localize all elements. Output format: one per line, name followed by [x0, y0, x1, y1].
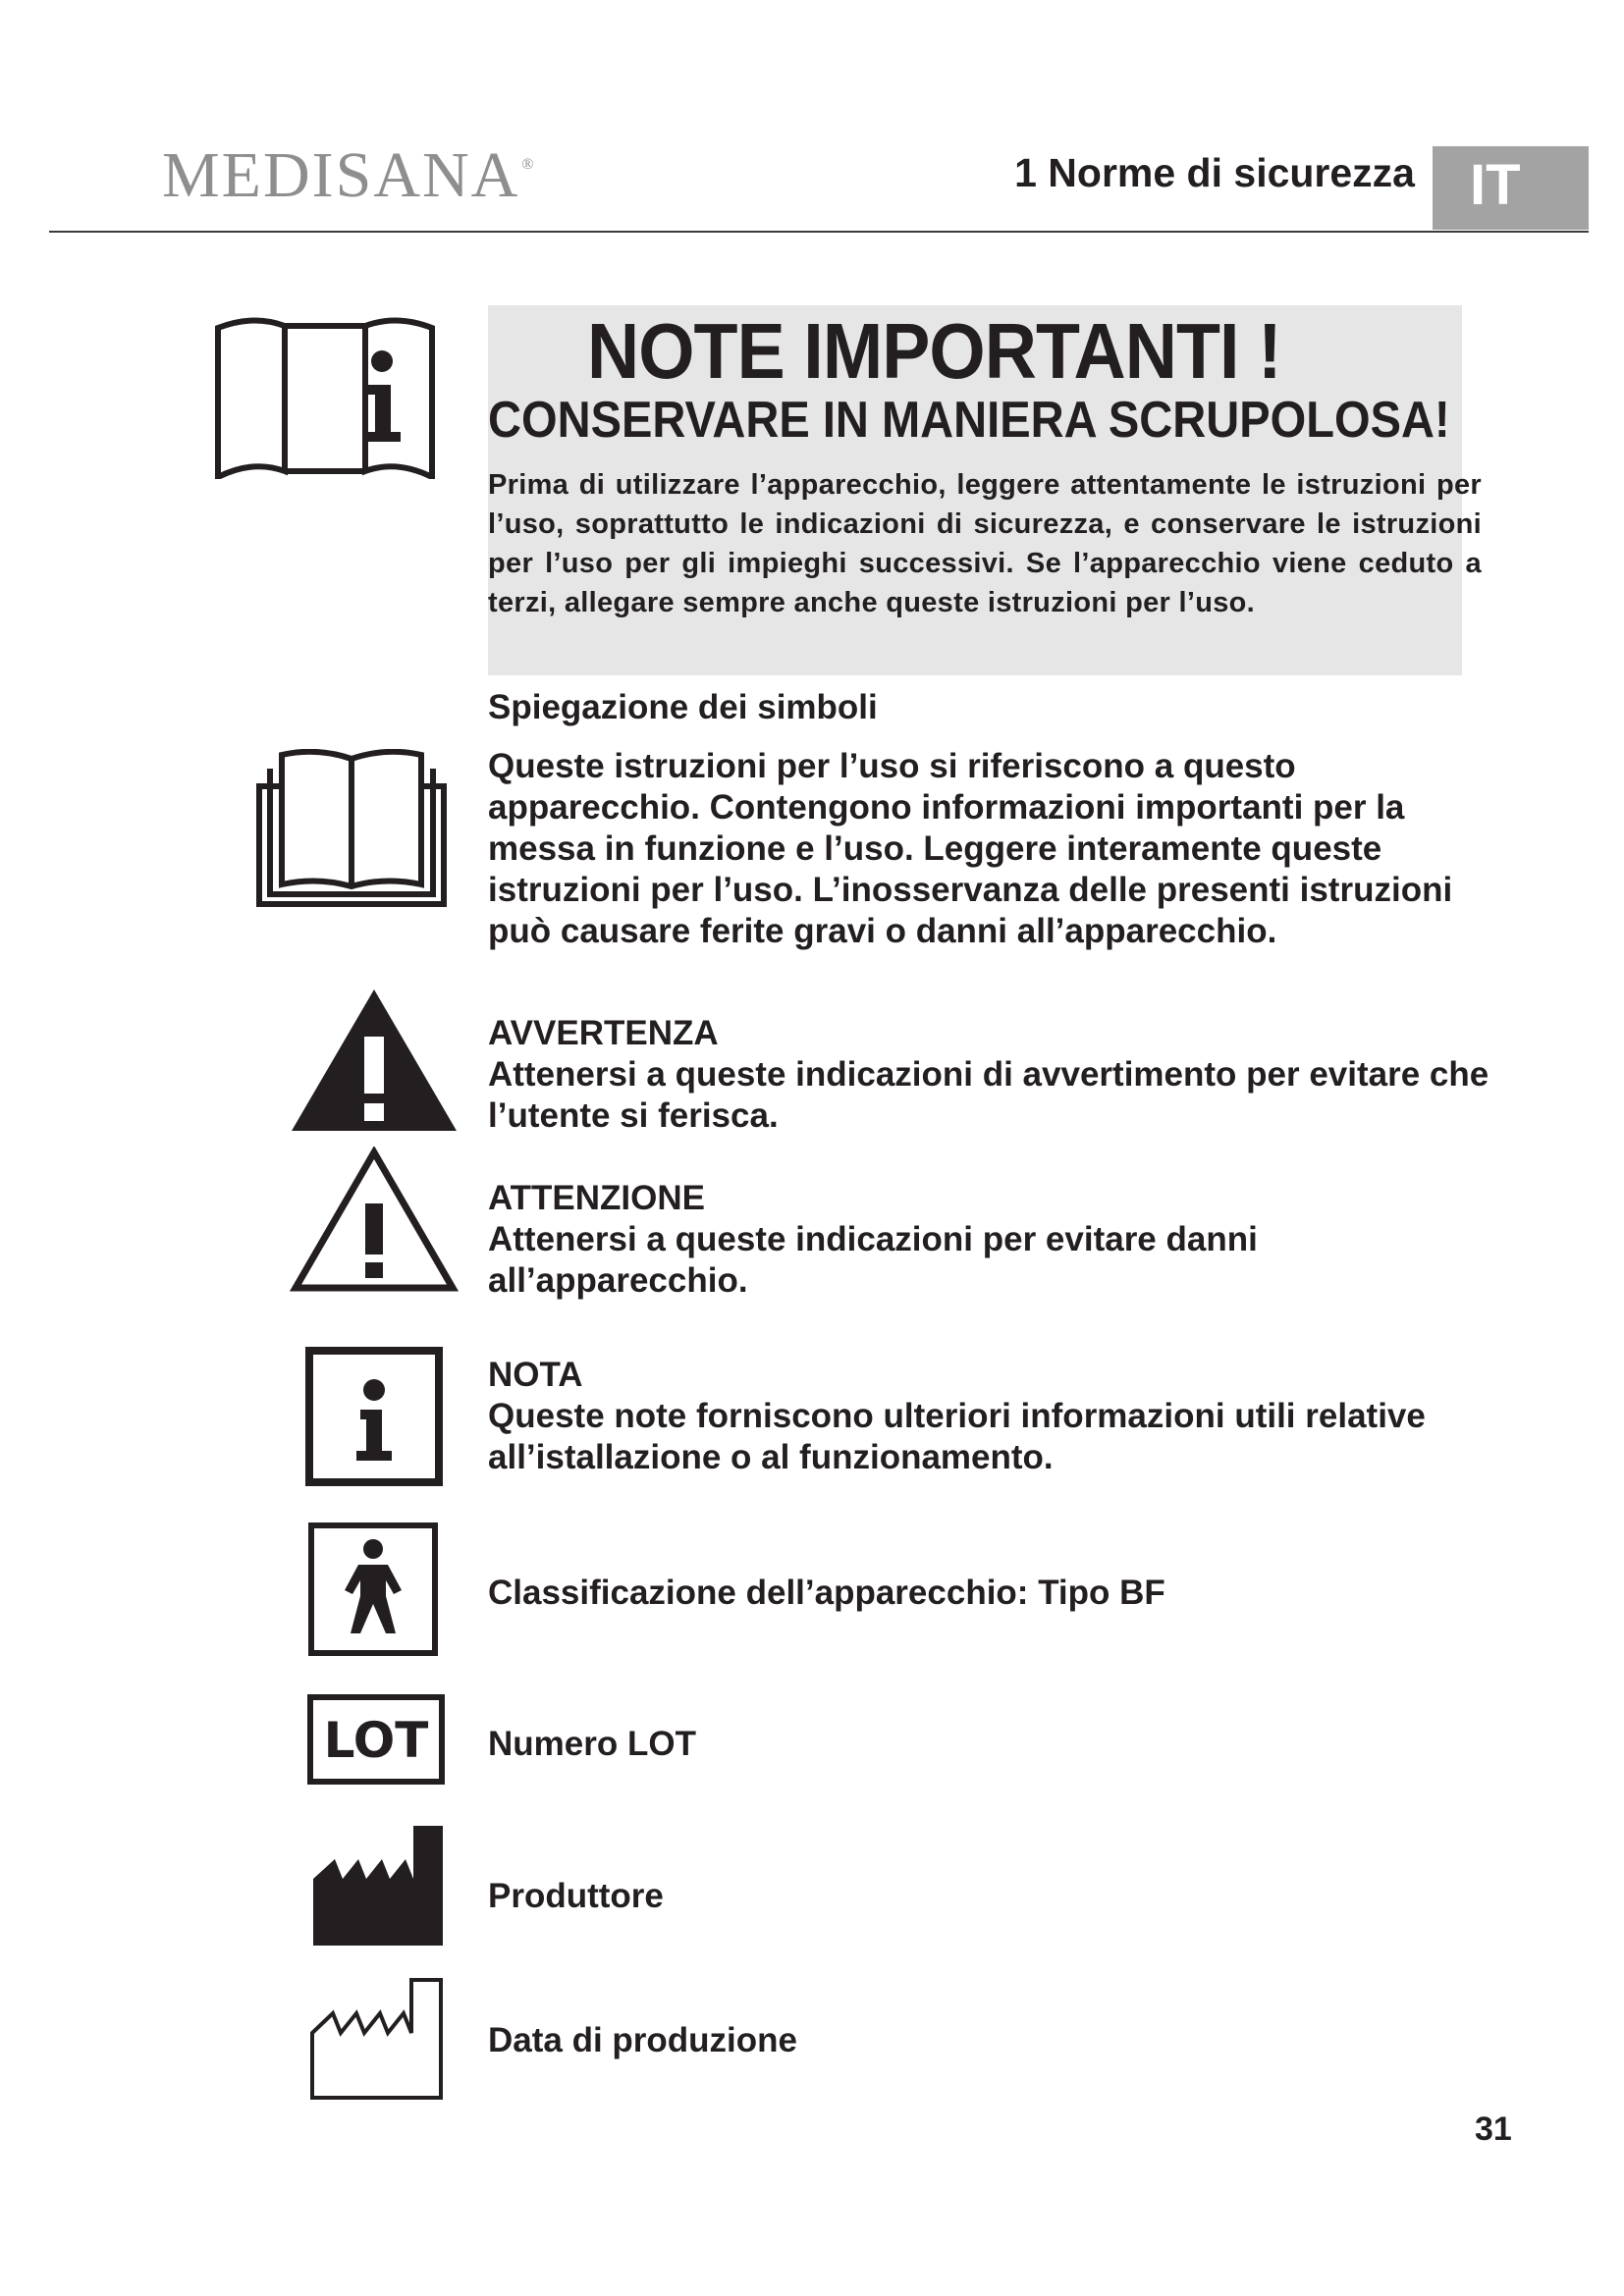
symbol-title-warning: AVVERTENZA: [488, 1014, 719, 1052]
header-divider: [49, 231, 1589, 233]
chapter-title: 1 Norme di sicurezza: [1014, 150, 1415, 195]
notice-body: Prima di utilizzare l’apparecchio, leggere attentamente le istruzioni per l’uso, soprattutto le indicazioni di sicurezza, e conservare le istruzioni per l’uso per gli impieghi successivi. Se l’apparecchio viene ceduto a terzi, allegare sempre anche queste istruzioni per l’uso.: [488, 469, 1482, 618]
symbol-text-note: Queste note forniscono ulteriori informazioni utili relative all’istallazione o al funzionamento.: [488, 1397, 1426, 1476]
symbol-text-manufacture-date: Data di produzione: [488, 2021, 797, 2059]
symbol-text-caution: Attenersi a queste indicazioni per evitare danni all’apparecchio.: [488, 1220, 1258, 1300]
symbol-text-lot: Numero LOT: [488, 1725, 696, 1763]
manufacture-date-factory-outline-icon: [309, 1976, 445, 2102]
symbol-text-manual: Queste istruzioni per l’uso si riferiscono a questo apparecchio. Contengono informazioni importanti per la messa in funzione e l’uso. Leggere interamente queste istruzioni per l’uso. L’inosservanza delle presenti istruzioni può causare ferite gravi o danni all’apparecchio.: [488, 747, 1453, 950]
page-number: 31: [1475, 2110, 1512, 2148]
notice-subtitle: CONSERVARE IN MANIERA SCRUPOLOSA!: [488, 392, 1450, 449]
symbol-title-note: NOTA: [488, 1356, 583, 1394]
language-tab: IT: [1433, 146, 1589, 230]
info-box-icon: [305, 1347, 443, 1486]
brand-name: MEDISANA: [162, 139, 520, 211]
manufacturer-factory-icon: [311, 1824, 445, 1948]
manual-info-icon: [214, 312, 436, 479]
symbol-text-type-bf: Classificazione dell’apparecchio: Tipo BF: [488, 1574, 1165, 1612]
symbol-text-manufacturer: Produttore: [488, 1877, 664, 1915]
lot-icon-text: LOT: [323, 1712, 429, 1769]
notice-title: NOTE IMPORTANTI !: [587, 307, 1281, 395]
symbol-entry-manual: [488, 746, 1489, 952]
registered-mark: ®: [521, 156, 536, 173]
caution-outline-triangle-icon: [290, 1147, 459, 1294]
open-book-icon: [256, 749, 447, 908]
warning-filled-triangle-icon: [290, 988, 459, 1133]
symbol-text-warning: Attenersi a queste indicazioni di avvertimento per evitare che l’utente si ferisca.: [488, 1055, 1489, 1135]
type-bf-body-icon: [307, 1522, 439, 1657]
symbol-entry-note: [488, 1355, 1489, 1478]
symbol-entry-caution: [488, 1178, 1489, 1302]
symbol-entry-warning: [488, 1013, 1489, 1137]
symbols-heading: Spiegazione dei simboli: [488, 688, 878, 726]
brand-logo: [162, 139, 536, 211]
symbol-title-caution: ATTENZIONE: [488, 1179, 706, 1217]
lot-icon: [307, 1694, 445, 1785]
